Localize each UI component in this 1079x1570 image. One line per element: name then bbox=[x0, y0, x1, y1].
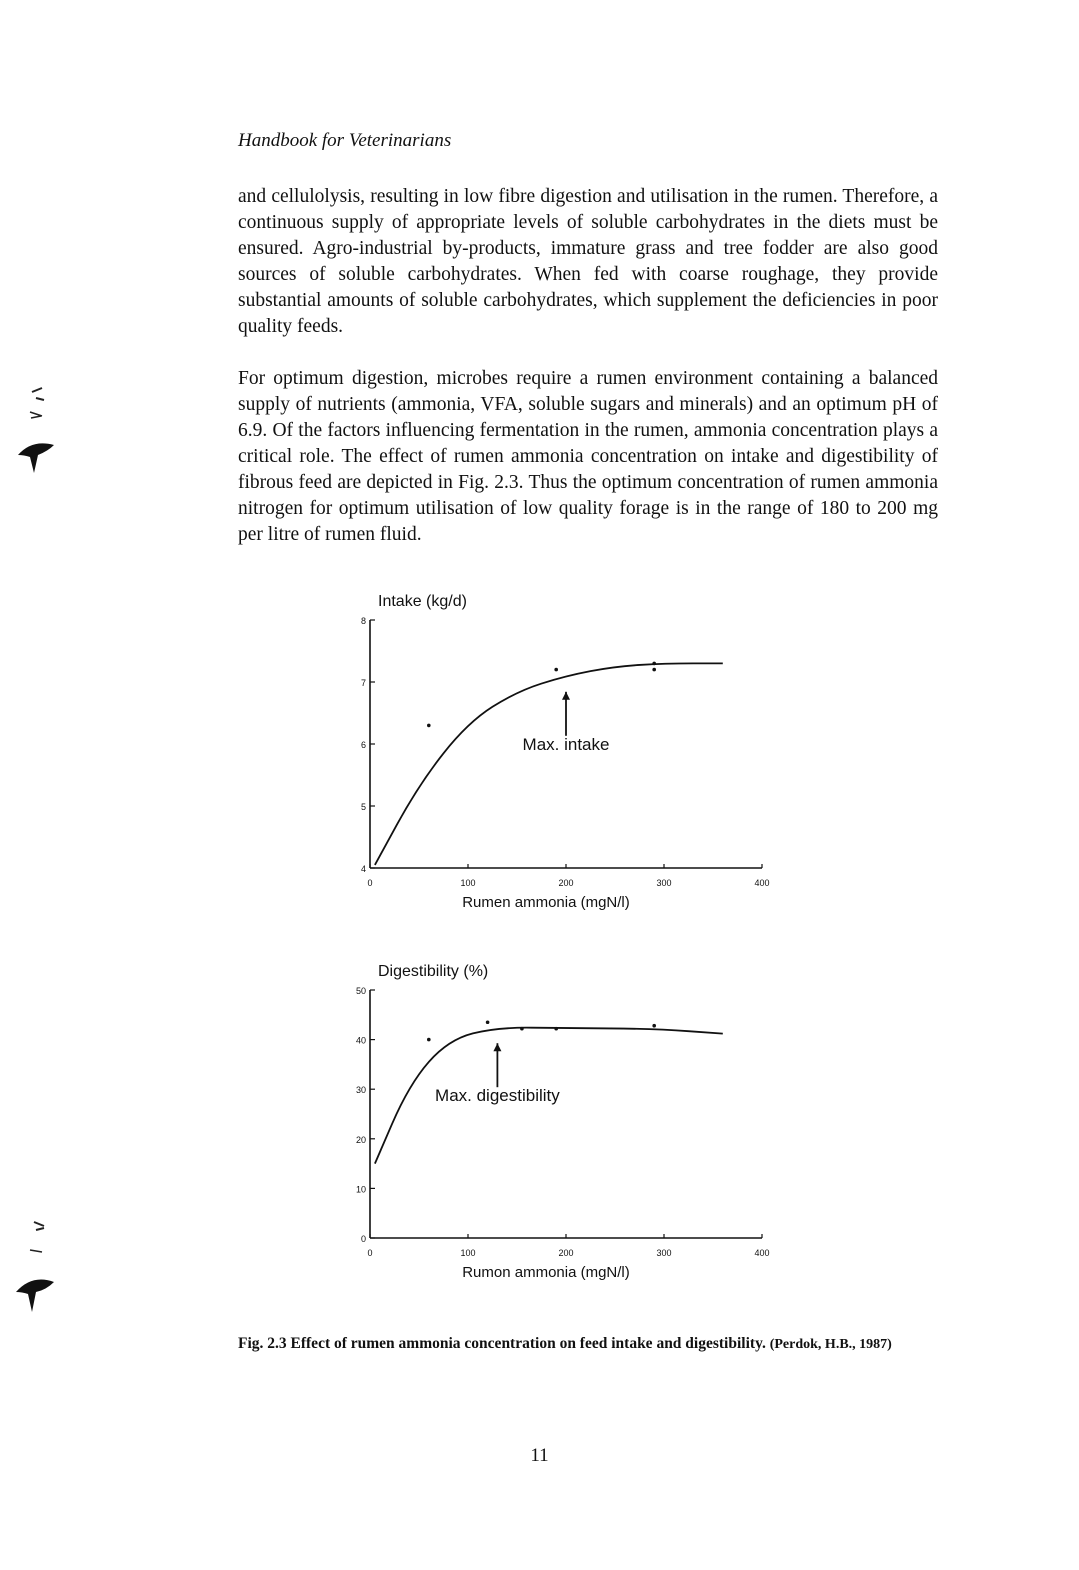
chart2-y-tick-label: 20 bbox=[355, 1134, 366, 1145]
chart2-data-point bbox=[427, 1038, 431, 1042]
chart1-y-axis-label: Intake (kg/d) bbox=[378, 593, 467, 610]
chart2-annotation-arrowhead bbox=[493, 1043, 501, 1051]
digestibility-chart bbox=[330, 948, 810, 1293]
chart1-annotation-arrowhead bbox=[562, 692, 570, 700]
chart1-data-point bbox=[652, 662, 656, 666]
running-header: Handbook for Veterinarians bbox=[238, 130, 452, 151]
chart2-x-axis-label: Rumon ammonia (mgN/l) bbox=[462, 1264, 630, 1281]
page-number: 11 bbox=[530, 1445, 549, 1466]
digestibility-chart-svg bbox=[330, 948, 810, 1288]
chart2-x-tick-label: 400 bbox=[754, 1248, 770, 1258]
caption-source: (Perdok, H.B., 1987) bbox=[769, 1337, 892, 1352]
chart2-y-tick-label: 40 bbox=[355, 1035, 366, 1046]
chart1-x-tick-label: 400 bbox=[754, 878, 770, 888]
paragraph-1: and cellulolysis, resulting in low fibre digestion and utilisation in the rumen. Therefore, a continuous supply of appropriate levels of soluble carbohydrates in the diets must be ensured. Agro-industrial by-products, immature grass and tree fodder are also good sources of soluble carbohydrates. When fed with coarse roughage, they provide substantial amounts of soluble carbohydrates, which supplement the deficiencies in poor quality feeds. bbox=[238, 186, 938, 337]
chart2-annotation-label: Max. digestibility bbox=[435, 1086, 560, 1106]
chart2-x-tick-label: 0 bbox=[367, 1248, 373, 1258]
chart1-annotation-label: Max. intake bbox=[522, 734, 610, 754]
paragraph-2: For optimum digestion, microbes require a rumen environment containing a balanced supply of nutrients (ammonia, VFA, soluble sugars and minerals) and an optimum pH of 6.9. Of the factors influencing fermentation in the rumen, ammonia concentration plays a critical role. The effect of rumen ammonia concentration on intake and digestibility of fibrous feed are depicted in Fig. 2.3. Thus the optimum concentration of rumen ammonia nitrogen for optimum utilisation of low quality forage is in the range of 180 to 200 mg per litre of rumen fluid. bbox=[238, 368, 938, 545]
chart2-data-point bbox=[652, 1024, 656, 1028]
chart2-data-point bbox=[520, 1027, 524, 1031]
chart2-data-point bbox=[486, 1020, 490, 1024]
intake-chart-svg bbox=[330, 578, 810, 918]
caption-text: Fig. 2.3 Effect of rumen ammonia concentration on feed intake and digestibility. bbox=[238, 1335, 766, 1352]
chart1-data-point bbox=[554, 668, 558, 672]
intake-chart bbox=[330, 578, 810, 923]
chart1-data-point bbox=[652, 668, 656, 672]
chart1-x-tick-label: 300 bbox=[656, 878, 672, 888]
chart2-y-tick-label: 0 bbox=[360, 1234, 366, 1244]
chart2-x-tick-label: 200 bbox=[558, 1248, 574, 1258]
chart1-y-tick-label: 6 bbox=[360, 740, 366, 750]
figure-caption bbox=[238, 1334, 943, 1354]
chart1-y-tick-label: 4 bbox=[360, 864, 366, 874]
chart1-series-curve bbox=[375, 663, 723, 865]
chart1-y-tick-label: 8 bbox=[360, 616, 366, 626]
chart2-y-tick-label: 30 bbox=[355, 1085, 366, 1096]
chart2-data-point bbox=[554, 1027, 558, 1031]
chart2-x-tick-label: 300 bbox=[656, 1248, 672, 1258]
chart2-x-tick-label: 100 bbox=[460, 1248, 476, 1258]
chart2-y-tick-label: 10 bbox=[355, 1184, 366, 1195]
chart1-y-tick-label: 7 bbox=[360, 678, 366, 688]
chart1-x-axis-label: Rumen ammonia (mgN/l) bbox=[462, 894, 630, 911]
margin-scan-marks bbox=[0, 0, 80, 1570]
chart1-y-tick-label: 5 bbox=[360, 802, 366, 812]
chart1-x-tick-label: 200 bbox=[558, 878, 574, 888]
chart2-y-axis-label: Digestibility (%) bbox=[378, 963, 489, 980]
chart1-data-point bbox=[427, 724, 431, 728]
chart2-y-tick-label: 50 bbox=[355, 986, 366, 996]
chart1-x-tick-label: 100 bbox=[460, 878, 476, 888]
chart1-x-tick-label: 0 bbox=[367, 878, 373, 888]
